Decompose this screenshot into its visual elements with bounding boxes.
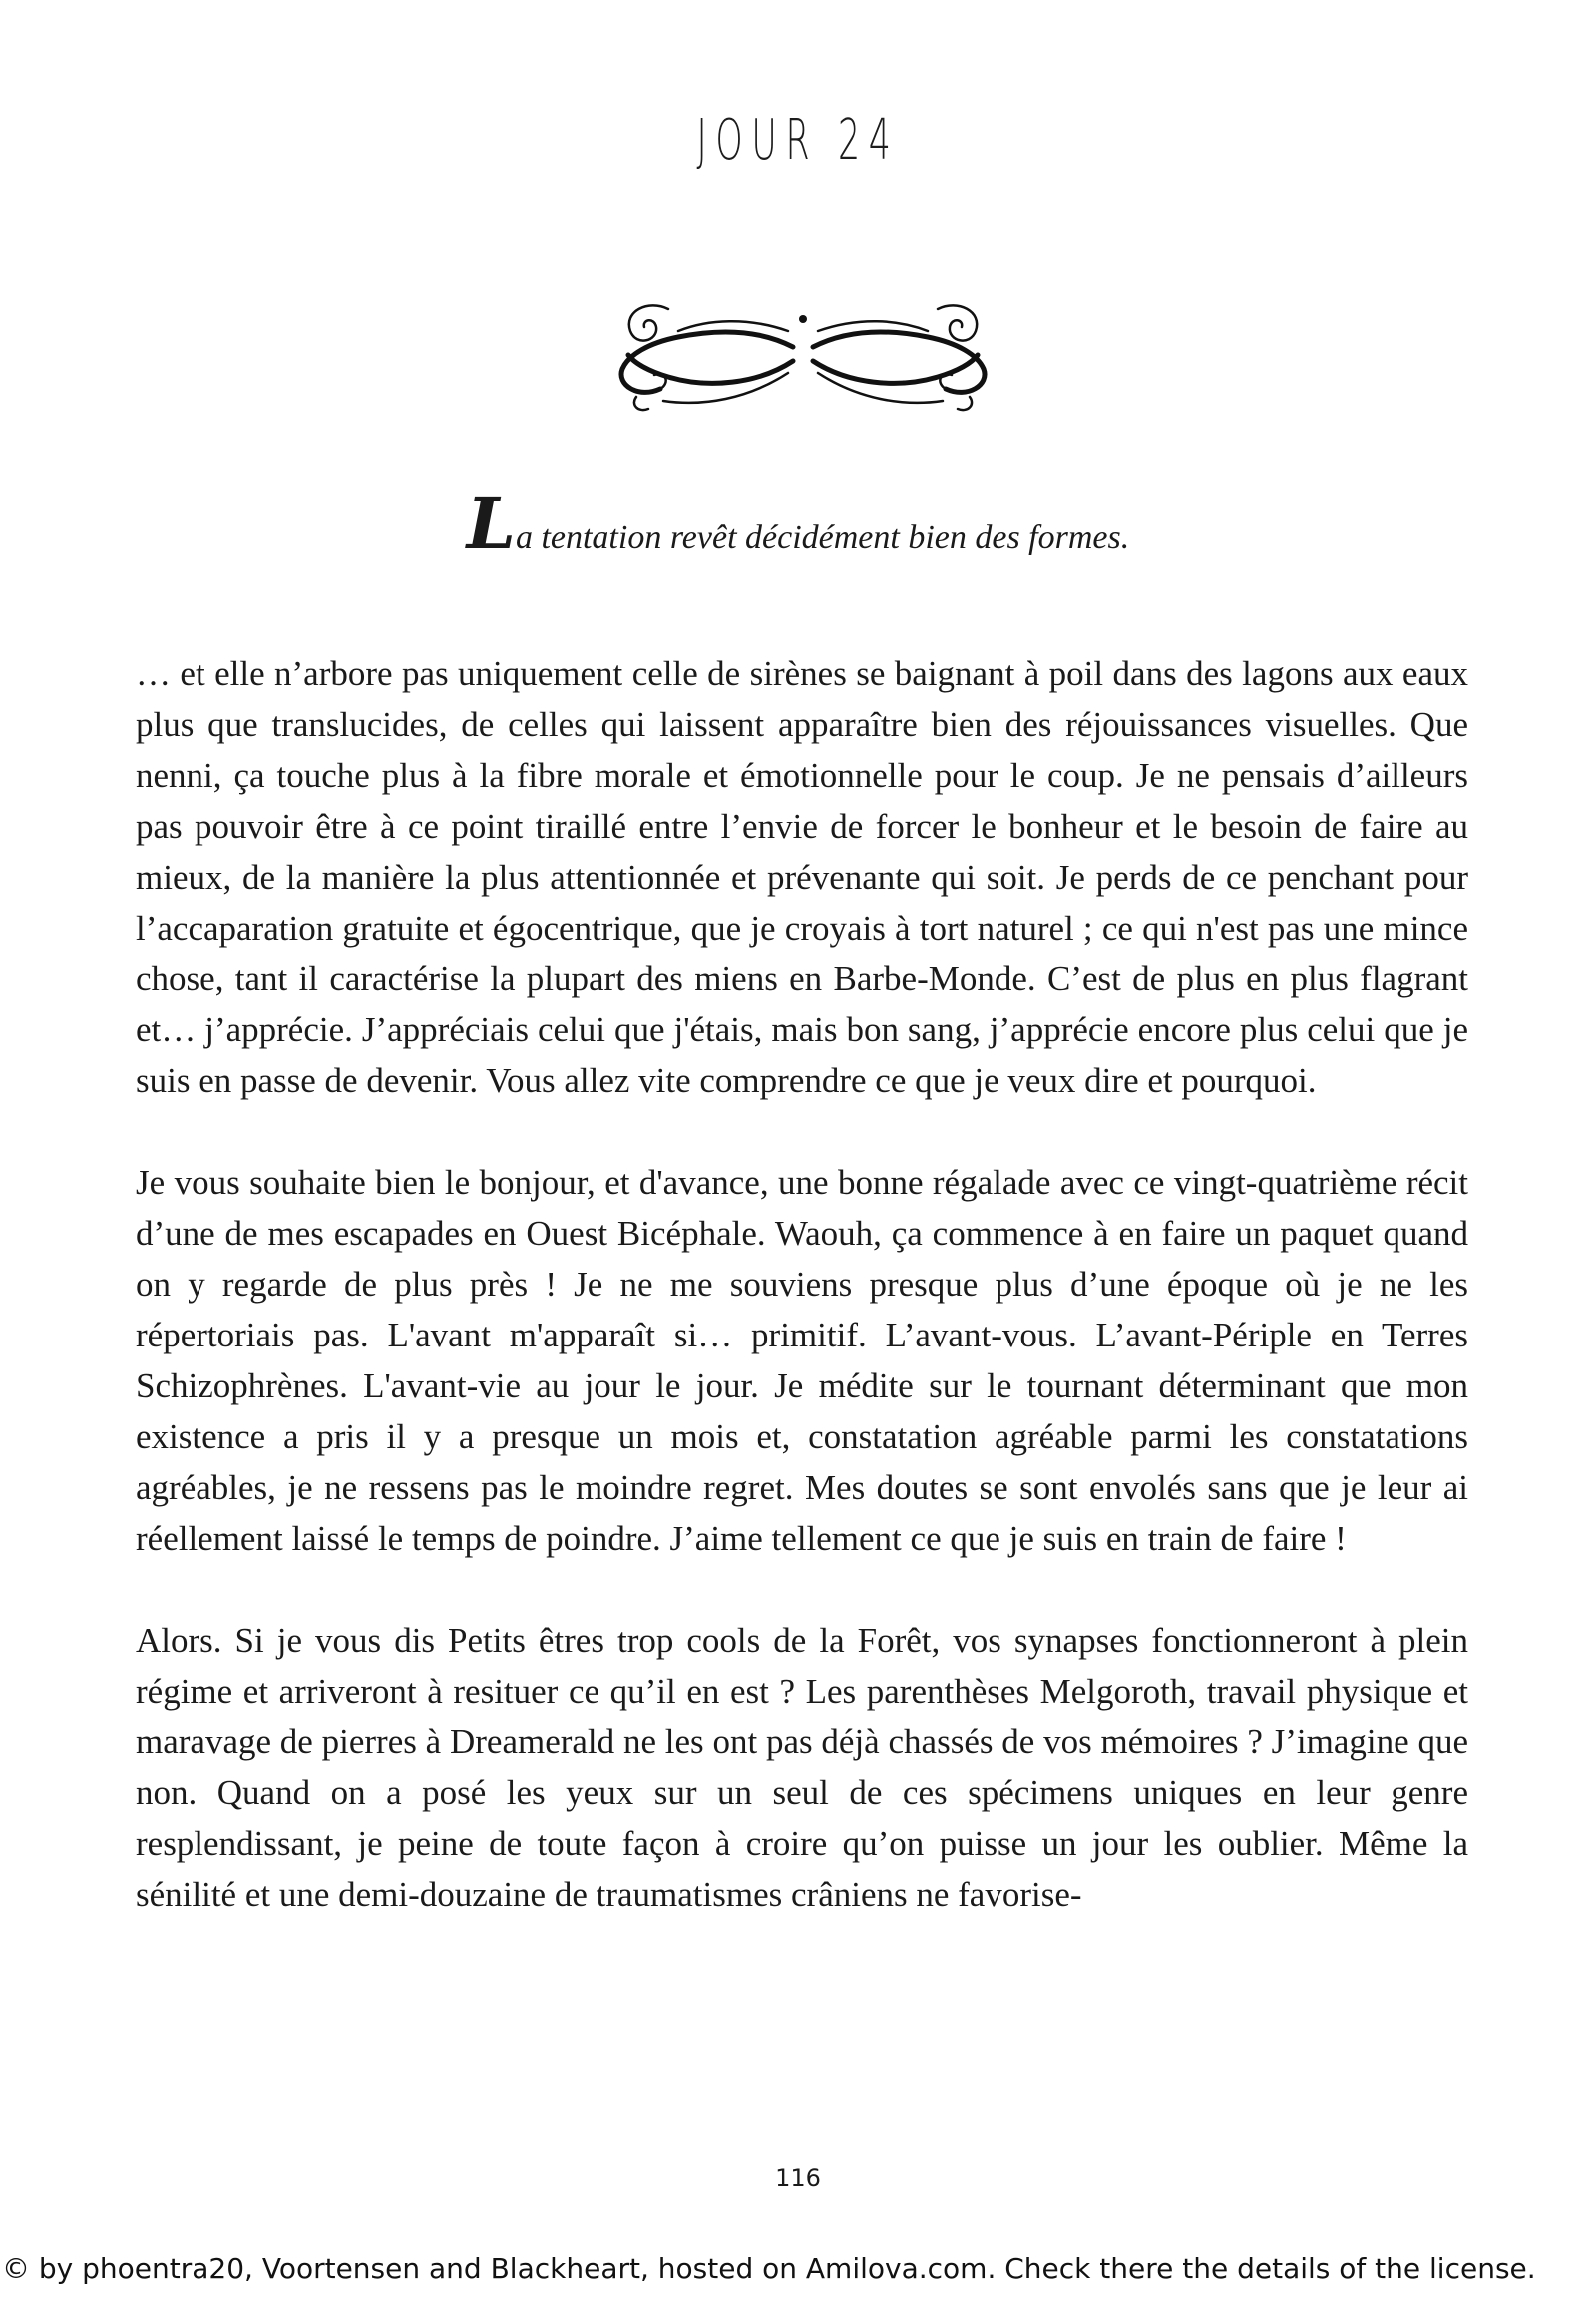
lead-text: a tentation revêt décidément bien des formes.: [515, 519, 1130, 556]
flourish-ornament-icon: [608, 289, 998, 419]
page-number: 116: [775, 2164, 821, 2192]
paragraph-1: … et elle n’arbore pas uniquement celle de sirènes se baignant à poil dans des lagons aux eaux plus que translucides, de celles qui laissent apparaître bien des réjouissances visuelles. Que nenni, ça touche plus à la fibre morale et émotionnelle pour le coup. Je ne pensais d’ailleurs pas pouvoir être à ce point tiraillé entre l’envie de forcer le bonheur et le besoin de faire au mieux, de la manière la plus attentionnée et prévenante qui soit. Je perds de ce penchant pour l’accaparation gratuite et égocentrique, que je croyais à tort naturel ; ce qui n'est pas une mince chose, tant il caractérise la plupart des miens en Barbe-Monde. C’est de plus en plus flagrant et… j’apprécie. J’appréciais celui que j'étais, mais bon sang, j’apprécie encore plus celui que je suis en passe de devenir. Vous allez vite comprendre ce que je veux dire et pourquoi.: [136, 654, 1468, 1100]
paragraph-3: Alors. Si je vous dis Petits êtres trop cools de la Forêt, vos synapses fonctionneront à plein régime et arriveront à resituer ce qu’il en est ? Les parenthèses Melgoroth, travail physique et maravage de pierres à Dreamerald ne les ont pas déjà chassés de vos mémoires ? J’imagine que non. Quand on a posé les yeux sur un seul de ces spécimens uniques en leur genre resplendissant, je peine de toute façon à croire qu’on puisse un jour les oublier. Même la sénilité et une demi-douzaine de traumatismes crâniens ne favorise-: [136, 1621, 1468, 1914]
paragraph-2: Je vous souhaite bien le bonjour, et d'avance, une bonne régalade avec ce vingt-quatrième récit d’une de mes escapades en Ouest Bicéphale. Waouh, ça commence à en faire un paquet quand on y regarde de plus près ! Je ne me souviens presque plus d’une époque où je ne les répertoriais pas. L'avant m'apparaît si… primitif. L’avant-vous. L’avant-Périple en Terres Schizophrènes. L'avant-vie au jour le jour. Je médite sur le tournant déterminant que mon existence a pris il y a presque un mois et, constatation agréable parmi les constatations agréables, je ne ressens pas le moindre regret. Mes doutes se sont envolés sans que je leur ai réellement laissé le temps de poindre. J’aime tellement ce que je suis en train de faire !: [136, 1163, 1468, 1558]
chapter-title: JOUR 24: [696, 108, 900, 173]
body-text: [136, 648, 1468, 1971]
lead-sentence: [0, 482, 1596, 565]
drop-cap: L: [466, 482, 516, 565]
license-footer: © by phoentra20, Voortensen and Blackheart, hosted on Amilova.com. Check there the details of the license.: [2, 2252, 1536, 2285]
